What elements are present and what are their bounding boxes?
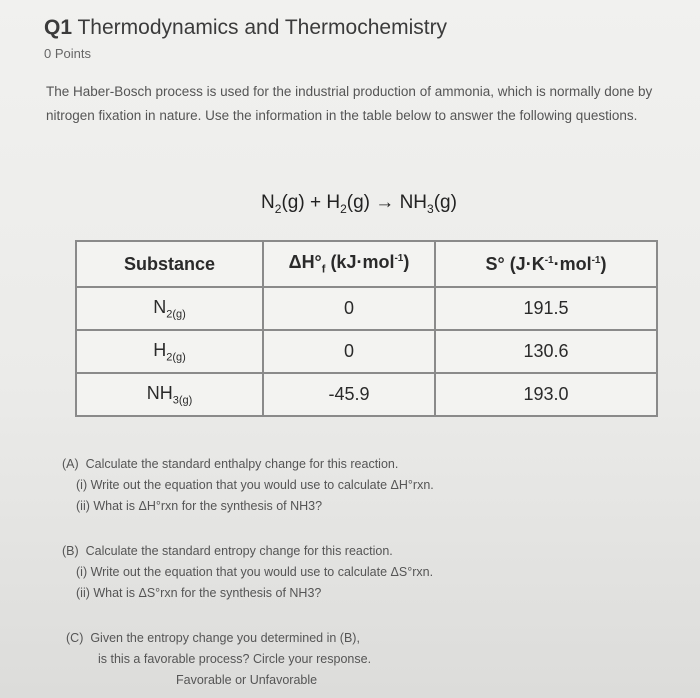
option-unfavorable[interactable]: Unfavorable: [249, 673, 318, 687]
part-b: [62, 541, 433, 604]
part-a-i: (i) Write out the equation that you would use to calculate ΔH°rxn.: [76, 478, 434, 492]
part-a: [62, 454, 434, 517]
part-c: [66, 628, 371, 691]
table-row: [76, 330, 657, 373]
cell-entropy: 130.6: [435, 330, 657, 373]
reactant-n2: $N_2(g)$: [261, 192, 305, 216]
cell-enthalpy: 0: [263, 330, 435, 373]
reaction-arrow: →: [370, 192, 400, 213]
cell-enthalpy: 0: [263, 287, 435, 330]
intro-paragraph: The Haber-Bosch process is used for the industrial production of ammonia, which is normally done by nitrogen fixation in nature. Use the information in the table below to answer the following questions.: [46, 84, 653, 123]
question-title: [44, 16, 447, 40]
part-a-ii: (ii) What is ΔH°rxn for the synthesis of NH3?: [76, 499, 323, 513]
cell-substance: $NH_{3(g)}$: [76, 373, 263, 416]
part-a-prompt: (A) Calculate the standard enthalpy change for this reaction.: [62, 457, 399, 471]
part-c-options: [66, 670, 371, 691]
option-favorable[interactable]: Favorable: [176, 673, 232, 687]
thermo-data-table: [75, 240, 658, 417]
part-b-prompt: (B) Calculate the standard entropy change for this reaction.: [62, 544, 393, 558]
product-nh3: $NH_3(g)$: [399, 192, 457, 216]
header-enthalpy: $\Delta H^\circ_f$ (kJ·mol$^{-1}$): [263, 241, 435, 287]
question-points: 0 Points: [44, 46, 91, 61]
cell-enthalpy: -45.9: [263, 373, 435, 416]
part-c-prompt: (C) Given the entropy change you determined in (B),: [66, 631, 360, 645]
part-b-i: (i) Write out the equation that you would use to calculate ΔS°rxn.: [76, 565, 434, 579]
cell-entropy: 191.5: [435, 287, 657, 330]
option-or: or: [235, 673, 247, 687]
cell-substance: $H_{2(g)}$: [76, 330, 263, 373]
table-row: [76, 287, 657, 330]
table-row: [76, 373, 657, 416]
header-entropy: S° $(J\cdot K^{-1}\cdot mol^{-1})$: [435, 241, 657, 287]
cell-entropy: 193.0: [435, 373, 657, 416]
plus-sign: +: [304, 192, 327, 213]
reaction-equation: [0, 192, 700, 216]
table-header-row: [76, 241, 657, 287]
reactant-h2: $H_2(g)$: [326, 192, 371, 216]
question-number: Q1: [44, 16, 73, 39]
part-b-ii: (ii) What is ΔS°rxn for the synthesis of NH3?: [76, 586, 322, 600]
header-substance: Substance: [76, 241, 263, 287]
question-title-text: Thermodynamics and Thermochemistry: [77, 16, 448, 39]
part-c-prompt-2: is this a favorable process? Circle your response.: [98, 652, 372, 666]
cell-substance: $N_{2(g)}$: [76, 287, 263, 330]
